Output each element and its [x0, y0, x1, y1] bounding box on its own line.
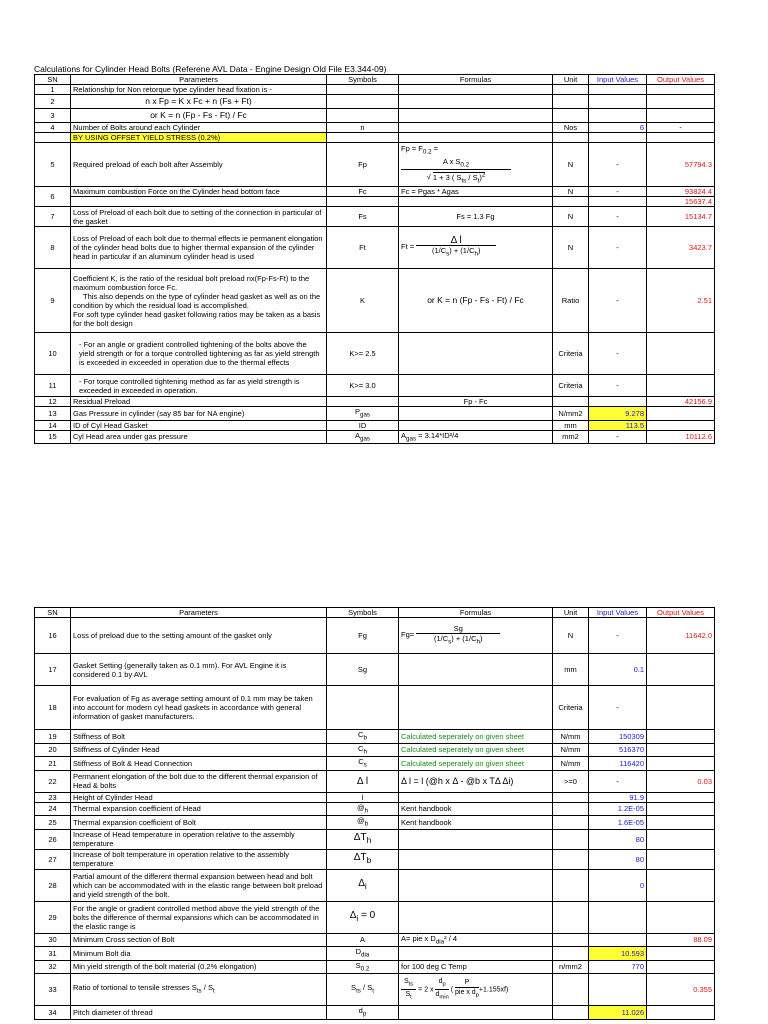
table-row: [35, 869, 715, 901]
cell-input-value: -: [589, 269, 647, 333]
cell-output-value: 88.09: [647, 933, 715, 947]
cell-sn: 9: [35, 269, 71, 333]
cell-input-value: 1.2E-05: [589, 802, 647, 816]
cell-unit: N/mm: [553, 730, 589, 744]
cell-sn: 27: [35, 849, 71, 869]
cell-sn: 13: [35, 407, 71, 421]
cell-parameter: Loss of preload due to the setting amount of the gasket only: [71, 618, 327, 654]
cell-output-value: 3423.7: [647, 227, 715, 269]
table-row: [35, 816, 715, 830]
cell-symbol: Fs: [327, 207, 399, 227]
cell-output-value: 93824.4: [647, 187, 715, 197]
table-row: [35, 849, 715, 869]
table-row: [35, 430, 715, 444]
cell-unit: N: [553, 207, 589, 227]
cell-symbol: K>= 3.0: [327, 375, 399, 397]
cell-unit: Nos: [553, 123, 589, 133]
cell-output-value: 15134.7: [647, 207, 715, 227]
cell-sn: 10: [35, 333, 71, 375]
cell-symbol: K: [327, 269, 399, 333]
cell-input-value: 0.1: [589, 654, 647, 686]
cell-sn: 4: [35, 123, 71, 133]
header-sn: SN: [35, 75, 71, 85]
cell-input-value: -: [589, 770, 647, 792]
table-header-row: [35, 75, 715, 85]
table-row: [35, 792, 715, 802]
cell-sn: 21: [35, 757, 71, 771]
header-parameters: Parameters: [71, 608, 327, 618]
cell-output-value: 57794.3: [647, 143, 715, 187]
cell-input-value: 80: [589, 829, 647, 849]
cell-formula: Fp - Fc: [399, 397, 553, 407]
cell-unit: N/mm: [553, 743, 589, 757]
cell-symbol: Sg: [327, 654, 399, 686]
cell-unit: mm2: [553, 430, 589, 444]
cell-symbol: Ft: [327, 227, 399, 269]
cell-sn: 18: [35, 686, 71, 730]
cell-parameter: Maximum combustion Force on the Cylinder head bottom face: [71, 187, 327, 197]
header-formulas: Formulas: [399, 75, 553, 85]
cell-sn: 2: [35, 95, 71, 109]
cell-unit: Criteria: [553, 375, 589, 397]
table-row: [35, 143, 715, 187]
cell-unit: >=0: [553, 770, 589, 792]
calculation-table-1: [34, 74, 715, 444]
cell-parameter: Loss of Preload of each bolt due to thermal effects ie permanent elongation of the cylinder head bolts due to higher thermal expansion of the cylinder head in particular if an aluminum cylinder head is used: [71, 227, 327, 269]
cell-sn: 33: [35, 974, 71, 1006]
table-row: [35, 829, 715, 849]
cell-symbol: $S_{0.2}$: [327, 960, 399, 974]
cell-parameter: Ratio of tortional to tensile stresses $S_{ts} / S_t$: [71, 974, 327, 1006]
cell-symbol: $C_h$: [327, 743, 399, 757]
cell-unit: Ratio: [553, 269, 589, 333]
cell-symbol: ID: [327, 420, 399, 430]
cell-input-value: 150309: [589, 730, 647, 744]
cell-input-value: -: [589, 207, 647, 227]
cell-sn: 6: [35, 187, 71, 207]
cell-parameter: Pitch diameter of thread: [71, 1006, 327, 1020]
cell-unit: Criteria: [553, 686, 589, 730]
cell-sn: 14: [35, 420, 71, 430]
table-row: [35, 901, 715, 933]
cell-parameter: Stiffness of Bolt: [71, 730, 327, 744]
cell-symbol: Fc: [327, 187, 399, 197]
table-row: [35, 109, 715, 123]
table-row: [35, 933, 715, 947]
cell-formula: Fs = 1.3 Fg: [399, 207, 553, 227]
cell-parameter: Cyl Head area under gas pressure: [71, 430, 327, 444]
table-row: [35, 960, 715, 974]
cell-formula: Δ l = l (@h x Δ - @b x TΔ Δi): [399, 770, 553, 792]
document-title: Calculations for Cylinder Head Bolts (Referene AVL Data - Engine Design Old File E3.344-09): [34, 64, 387, 74]
cell-parameter: ID of Cyl Head Gasket: [71, 420, 327, 430]
cell-sn: 1: [35, 85, 71, 95]
cell-sn: 17: [35, 654, 71, 686]
cell-symbol: $d_p$: [327, 1006, 399, 1020]
header-symbols: Symbols: [327, 75, 399, 85]
cell-symbol: $@_b$: [327, 816, 399, 830]
cell-formula: Kent handbook: [399, 802, 553, 816]
cell-unit: N: [553, 143, 589, 187]
cell-parameter: Min yield strength of the bolt material (0.2% elongation): [71, 960, 327, 974]
header-parameters: Parameters: [71, 75, 327, 85]
cell-sn: 26: [35, 829, 71, 849]
cell-output-value: 42156.9: [647, 397, 715, 407]
table-row: [35, 375, 715, 397]
cell-output-value: 2.51: [647, 269, 715, 333]
cell-symbol: $\Delta_i = 0$: [327, 901, 399, 933]
cell-symbol: A: [327, 933, 399, 947]
cell-input-value: 6: [589, 123, 647, 133]
cell-parameter: - For an angle or gradient controlled tightening of the bolts above the yield strength or for a torque controlled tightening as far as yield strength is exceeded in exceeded in operation due to the thermal effects: [71, 333, 327, 375]
cell-sn: 22: [35, 770, 71, 792]
cell-input-value: 116420: [589, 757, 647, 771]
table-row: [35, 618, 715, 654]
cell-parameter: For the angle or gradient controlled method above the yield strength of the bolts the difference of thermal expansions which can be accommodated in the elastic range is: [71, 901, 327, 933]
cell-sn: 12: [35, 397, 71, 407]
cell-symbol: $\Delta_i$: [327, 869, 399, 901]
header-formulas: Formulas: [399, 608, 553, 618]
cell-formula: Calculated seperately on given sheet: [399, 730, 553, 744]
cell-sn: 19: [35, 730, 71, 744]
cell-sn: 34: [35, 1006, 71, 1020]
cell-input-value: -: [589, 686, 647, 730]
cell-formula: $\frac{S_{ts}}{S_t}$ = 2 x $\frac{d_p}{d_{min}}$ ( $\frac{P}{pie x d_p}$ +1.155xf): [399, 974, 553, 1006]
table-row: [35, 743, 715, 757]
cell-parameter: For evaluation of Fg as average setting amount of 0.1 mm may be taken into account for modern cyl head gaskets in accordance with general information of gasket manufacturers.: [71, 686, 327, 730]
cell-parameter: n x Fp = K x Fc + n (Fs + Ft): [71, 95, 327, 109]
cell-sn: 25: [35, 816, 71, 830]
cell-symbol: Fg: [327, 618, 399, 654]
cell-sn: 16: [35, 618, 71, 654]
table-row: [35, 654, 715, 686]
table-row: [35, 407, 715, 421]
cell-output-value: 0.03: [647, 770, 715, 792]
cell-symbol: n: [327, 123, 399, 133]
header-symbols: Symbols: [327, 608, 399, 618]
cell-output-value: 10112.6: [647, 430, 715, 444]
section-note: BY USING OFFSET YIELD STRESS (0.2%): [71, 133, 327, 143]
cell-symbol: K>= 2.5: [327, 333, 399, 375]
cell-parameter: Loss of Preload of each bolt due to setting of the connection in particular of the gasket: [71, 207, 327, 227]
cell-symbol: $C_b$: [327, 730, 399, 744]
cell-symbol: Δ l: [327, 770, 399, 792]
cell-parameter: or K = n (Fp - Fs - Ft) / Fc: [71, 109, 327, 123]
cell-input-value: -: [589, 143, 647, 187]
table-row: [35, 85, 715, 95]
cell-input-value: -: [589, 430, 647, 444]
table-row: [35, 1006, 715, 1020]
cell-input-value: 770: [589, 960, 647, 974]
cell-parameter: - For torque controlled tightening method as far as yield strength is exceeded in exceeded in operation.: [71, 375, 327, 397]
cell-unit: N: [553, 187, 589, 197]
cell-formula: Kent handbook: [399, 816, 553, 830]
cell-unit: Criteria: [553, 333, 589, 375]
cell-parameter: Minimum Bolt dia: [71, 947, 327, 961]
cell-unit: mm: [553, 420, 589, 430]
cell-formula: Calculated seperately on given sheet: [399, 757, 553, 771]
cell-parameter: Height of Cylinder Head: [71, 792, 327, 802]
table-row: [35, 397, 715, 407]
cell-parameter: Permanent elongation of the bolt due to the different thermal expansion of Head & bolts: [71, 770, 327, 792]
cell-sn: 15: [35, 430, 71, 444]
cell-symbol: $S_{ts} / S_t$: [327, 974, 399, 1006]
table-row: [35, 730, 715, 744]
cell-formula: or K = n (Fp - Fs - Ft) / Fc: [399, 269, 553, 333]
header-output-values: Output Values: [647, 75, 715, 85]
header-unit: Unit: [553, 608, 589, 618]
cell-symbol: $C_s$: [327, 757, 399, 771]
cell-parameter: Stiffness of Bolt & Head Connection: [71, 757, 327, 771]
cell-sn: 11: [35, 375, 71, 397]
cell-output-value: 11642.0: [647, 618, 715, 654]
cell-sn: 30: [35, 933, 71, 947]
cell-sn: 29: [35, 901, 71, 933]
cell-formula: A= pie x $D_{dia}^2 / 4$: [399, 933, 553, 947]
cell-parameter: Relationship for Non retorque type cylinder head fixation is -: [71, 85, 327, 95]
cell-parameter: Thermal expansion coefficient of Head: [71, 802, 327, 816]
table-header-row: [35, 608, 715, 618]
cell-parameter: Required preload of each bolt after Assembly: [71, 143, 327, 187]
cell-symbol: $P_{gas}$: [327, 407, 399, 421]
cell-input-value: 10.593: [589, 947, 647, 961]
cell-input-value: 80: [589, 849, 647, 869]
cell-formula: Calculated seperately on given sheet: [399, 743, 553, 757]
cell-formula: Fc = Pgas * Agas: [399, 187, 553, 197]
header-input-values: Input Values: [589, 75, 647, 85]
cell-parameter: Partial amount of the different thermal expansion between head and bolt which can be accommodated with in the elastic range between bolt preload and yield strength of the bolt.: [71, 869, 327, 901]
table-row: [35, 227, 715, 269]
cell-parameter: Number of Bolts around each Cylinder: [71, 123, 327, 133]
cell-unit: N/mm: [553, 757, 589, 771]
cell-sn: 32: [35, 960, 71, 974]
cell-parameter: Stiffness of Cylinder Head: [71, 743, 327, 757]
cell-parameter: Thermal expansion coefficient of Bolt: [71, 816, 327, 830]
table-row: [35, 187, 715, 197]
cell-sn: 28: [35, 869, 71, 901]
cell-input-value: 0: [589, 869, 647, 901]
cell-unit: mm: [553, 654, 589, 686]
header-output-values: Output Values: [647, 608, 715, 618]
table-row: [35, 123, 715, 133]
table-row: [35, 333, 715, 375]
cell-unit: N: [553, 227, 589, 269]
cell-sn: 7: [35, 207, 71, 227]
cell-sn: 3: [35, 109, 71, 123]
header-unit: Unit: [553, 75, 589, 85]
cell-input-value: -: [589, 618, 647, 654]
cell-sn: 5: [35, 143, 71, 187]
cell-output-value: 0.355: [647, 974, 715, 1006]
cell-formula: $A_{gas} = 3.14*ID^2/4$: [399, 430, 553, 444]
table-row: [35, 974, 715, 1006]
cell-input-value: -: [589, 187, 647, 197]
table-row: [35, 133, 715, 143]
table-row: [35, 197, 715, 207]
cell-unit: N/mm2: [553, 407, 589, 421]
cell-input-value: -: [589, 227, 647, 269]
calculation-table-2: [34, 607, 715, 1020]
cell-parameter: Gas Pressure in cylinder (say 85 bar for NA engine): [71, 407, 327, 421]
cell-parameter: Gasket Setting (generally taken as 0.1 mm). For AVL Engine it is considered 0.1 by AVL: [71, 654, 327, 686]
cell-symbol: $@_h$: [327, 802, 399, 816]
cell-formula: $Fp = F_{0.2}$ = $\frac{A x S_{0.2}}{√ 1 + 3 ( S_{ts} / S_t)^2}$: [399, 143, 553, 187]
cell-unit: N: [553, 618, 589, 654]
cell-symbol: $\Delta T_h$: [327, 829, 399, 849]
header-input-values: Input Values: [589, 608, 647, 618]
cell-symbol: Fp: [327, 143, 399, 187]
cell-input-value: 113.5: [589, 420, 647, 430]
cell-symbol: $D_{dia}$: [327, 947, 399, 961]
cell-unit: n/mm2: [553, 960, 589, 974]
cell-input-value: 516370: [589, 743, 647, 757]
table-row: [35, 770, 715, 792]
cell-input-value: 9.278: [589, 407, 647, 421]
table-row: [35, 207, 715, 227]
cell-parameter: Residual Preload: [71, 397, 327, 407]
table-row: [35, 420, 715, 430]
cell-parameter: Coefficient K, is the ratio of the residual bolt preload nx(Fp-Fs-Ft) to the maximum combustion force Fc. This also depends on the type of cylinder head gasket as well as on the condition by which the residual load is accomplished. For soft type cylinder head gasket following ratios may be taken as a basis for the bolt design: [71, 269, 327, 333]
cell-output-value: 15637.4: [647, 197, 715, 207]
cell-sn: 8: [35, 227, 71, 269]
cell-sn: 20: [35, 743, 71, 757]
cell-parameter: Increase of bolt temperature in operation relative to the assembly temperature: [71, 849, 327, 869]
header-sn: SN: [35, 608, 71, 618]
table-row: [35, 95, 715, 109]
cell-sn: 31: [35, 947, 71, 961]
cell-formula: for 100 deg C Temp: [399, 960, 553, 974]
cell-symbol: l: [327, 792, 399, 802]
cell-sn: 23: [35, 792, 71, 802]
cell-symbol: $\Delta T_b$: [327, 849, 399, 869]
cell-output-value: -: [647, 123, 715, 133]
cell-formula: Fg= $\frac{Sg}{(1/C_s) + (1/C_h)}$: [399, 618, 553, 654]
cell-input-value: -: [589, 333, 647, 375]
table-row: [35, 802, 715, 816]
cell-input-value: 11.026: [589, 1006, 647, 1020]
cell-formula: Ft = $\frac{\text{Δ l}}{(1/C_s) + (1/C_h)}$: [399, 227, 553, 269]
cell-parameter: Increase of Head temperature in operation relative to the assembly temperature: [71, 829, 327, 849]
cell-sn: 24: [35, 802, 71, 816]
table-row: [35, 947, 715, 961]
cell-input-value: -: [589, 375, 647, 397]
table-row: [35, 686, 715, 730]
table-row: [35, 269, 715, 333]
cell-symbol: $A_{gas}$: [327, 430, 399, 444]
cell-input-value: 91.9: [589, 792, 647, 802]
cell-input-value: 1.6E-05: [589, 816, 647, 830]
table-row: [35, 757, 715, 771]
cell-parameter: Minimum Cross section of Bolt: [71, 933, 327, 947]
